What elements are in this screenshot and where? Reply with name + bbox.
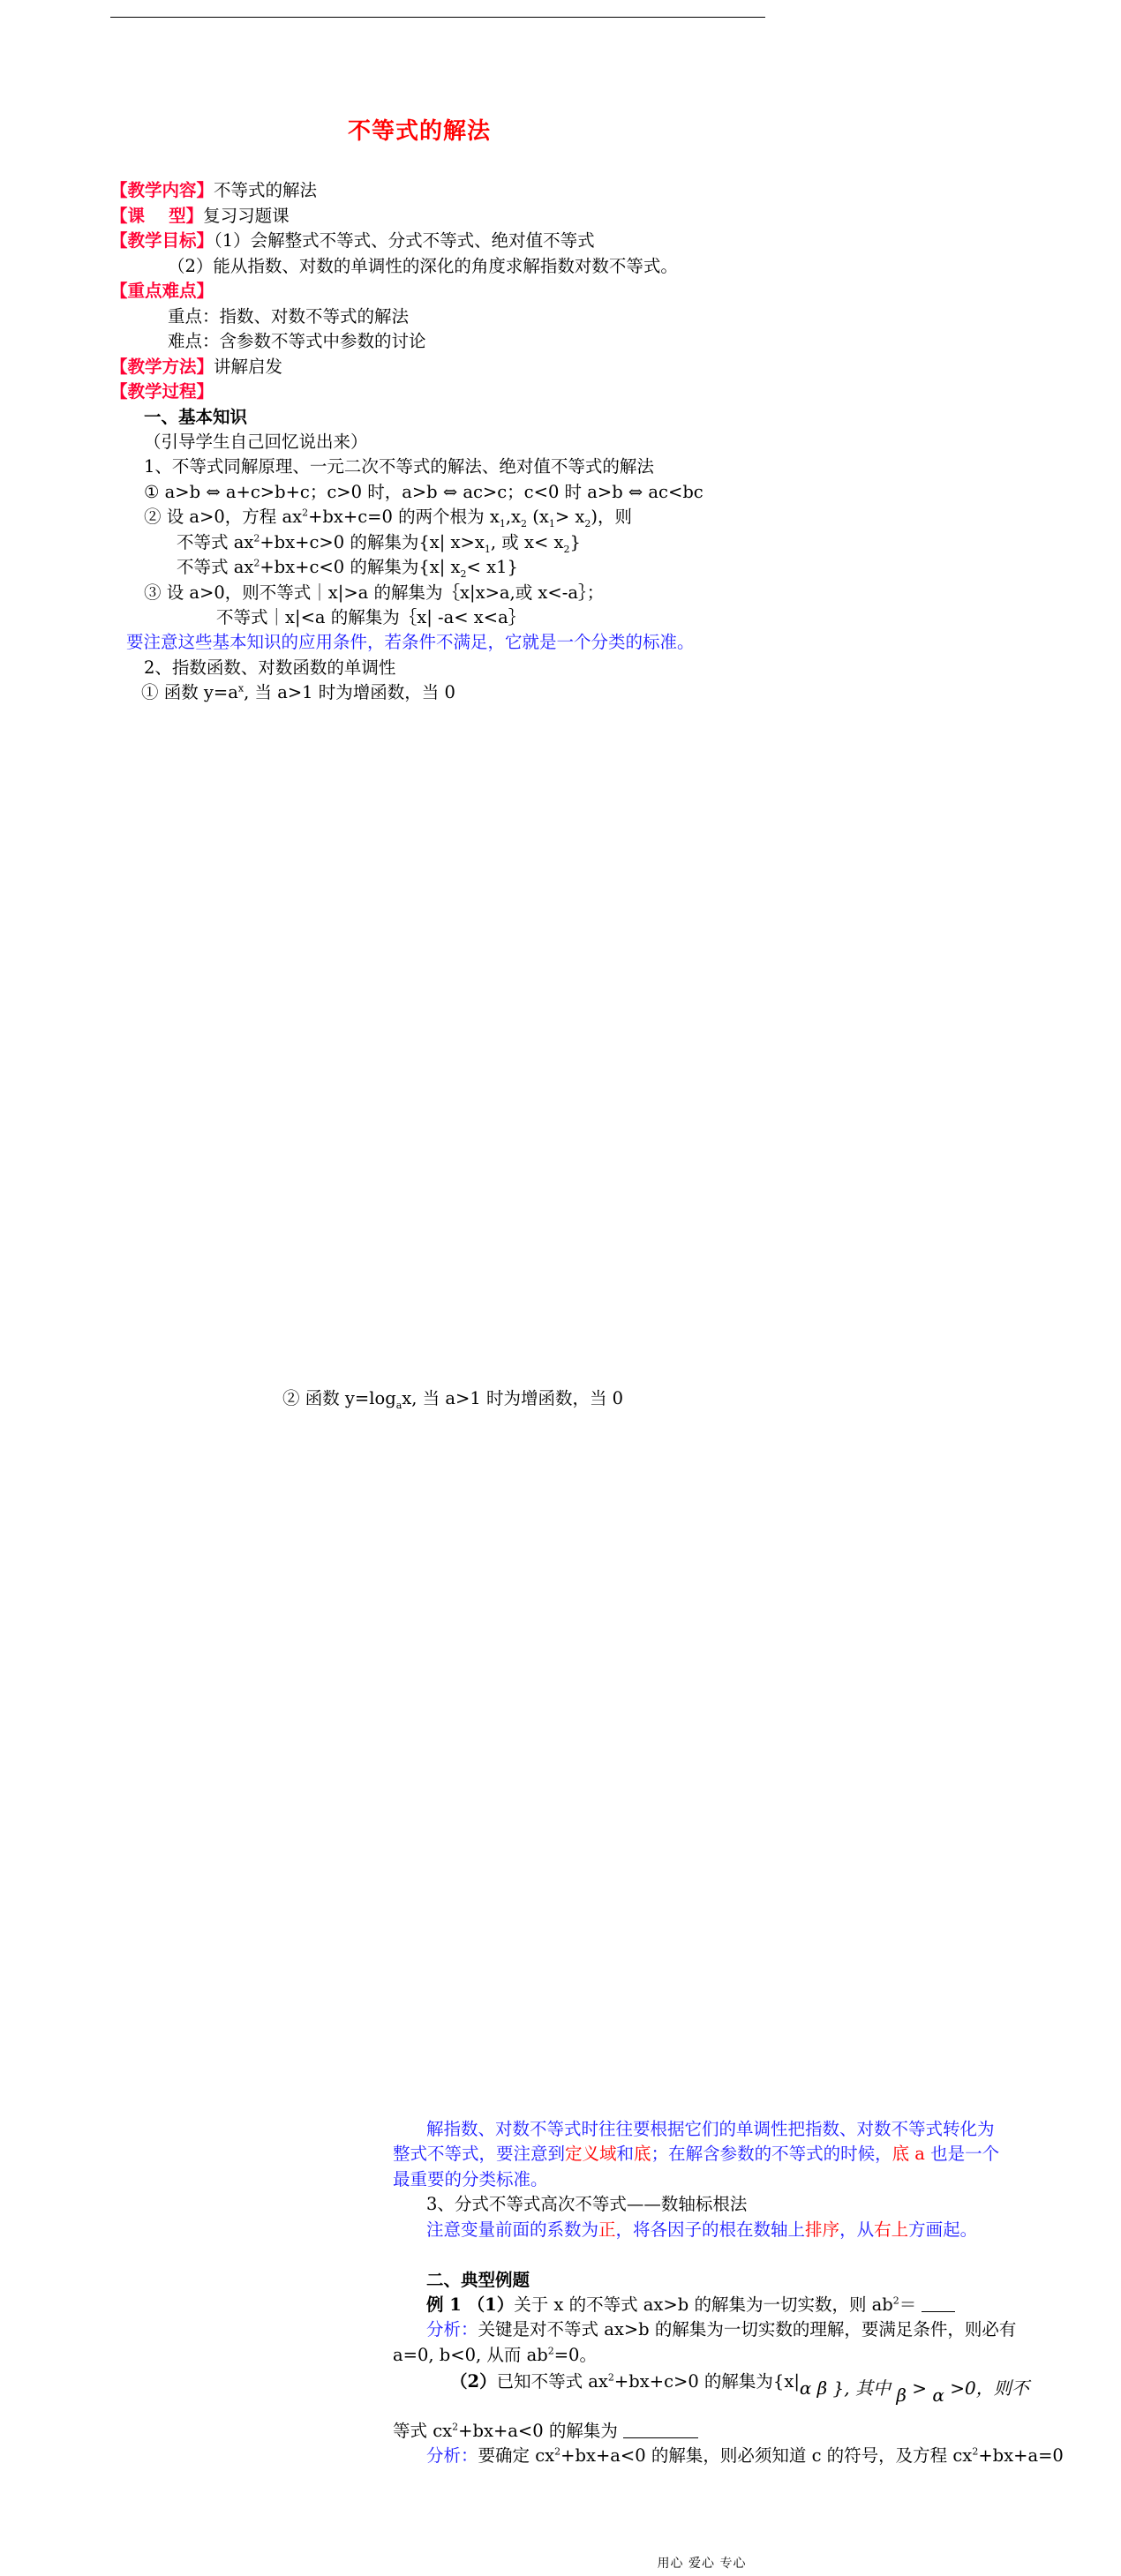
- circled-item-2: ② 设 a>0，方程 $ax^2+bx+c=0$ 的两个根为 $x_1,x_2$ $(x_1> x_2)$，则: [144, 507, 632, 529]
- item-2: 2、指数函数、对数函数的单调性: [144, 657, 396, 678]
- keypoints-label: 【重点难点】: [110, 281, 214, 301]
- note-2-line-1: 解指数、对数不等式时往往要根据它们的单调性把指数、对数不等式转化为: [426, 2119, 995, 2139]
- meta-key: 【课 型】: [110, 206, 204, 226]
- meta-value: （1）会解整式不等式、分式不等式、绝对值不等式: [214, 230, 595, 251]
- section1-intro: （引导学生自己回忆说出来）: [144, 432, 368, 452]
- example-1-part-1: 例 1 （1）关于 x 的不等式 ax>b 的解集为一切实数，则 $ab^2=$: [426, 2293, 955, 2317]
- example-1-part-2-cont: 等式 $cx^2+bx+a<0$ 的解集为: [393, 2419, 698, 2444]
- analysis-1-line-2: a=0, b<0, 从而 $ab^2=0$。: [393, 2345, 597, 2365]
- process-label: 【教学过程】: [110, 381, 214, 402]
- note-2-line-2: 整式不等式，要注意到定义域和底；在解含参数的不等式的时候，底 a 也是一个: [393, 2144, 1000, 2164]
- log-monotonic: ② 函数 $y=\log_ax$, 当 a>1 时为增函数，当 0 解指数、对数不等式时往往要根据它们的单调性把指数、对数不等式转化为 整式不等式，要注意到定义域和底；在解含参数的不等式的时候，底 a 也是一个 最重要的分类标准。 3、分式不等式高次不等式——数轴标根法 注意变量前面的系数为正，将各因子的根在数轴上排序，从右上方画起。 二、典型例题 例 1 （1）关于 x 的不等式 ax>b 的解集为一切实数，则 $ab^2=$ 分析：关键是对不等式 ax>b 的解集为一切实数的理解，要满足条件，则必有 a=0, b<0, 从而 $ab^2=0$。 （2）已知不等式 $ax^2+bx+c>0$ 的解集为{x|α β }, 其中 β > α >0，则不 等式 $cx^2+bx+a<0$ 的解集为 分析：要确定 $cx^2+bx+a<0$ 的解集，则必须知道 c 的符号，及方程 $cx^2+bx+a=0$ 用心 爱心 专心: [282, 1386, 623, 1411]
- section1-heading: 一、基本知识: [144, 407, 248, 427]
- analysis-1-line-1: 分析：关键是对不等式 ax>b 的解集为一切实数的理解，要满足条件，则必有: [426, 2319, 1017, 2339]
- difficulty-line: 难点：含参数不等式中参数的讨论: [168, 331, 426, 351]
- meta-value: 讲解启发: [214, 357, 283, 377]
- circled-item-3: ③ 设 a>0，则不等式｜x|>a 的解集为｛x|x>a,或 x<-a｝；: [144, 582, 605, 603]
- focus-line: 重点：指数、对数不等式的解法: [168, 306, 410, 327]
- meta-key: 【教学方法】: [110, 357, 214, 377]
- document-title: 不等式的解法: [347, 118, 491, 145]
- analysis-2: 分析：要确定 $cx^2+bx+a<0$ 的解集，则必须知道 c 的符号，及方程 $cx^2+bx+a=0$: [426, 2445, 1064, 2466]
- exp-monotonic: ① 函数 $y=a^x$, 当 a>1 时为增函数，当 0 ② 函数 $y=\log_ax$, 当 a>1 时为增函数，当 0 解指数、对数不等式时往往要根据它们的单调性把指数、对数不等式转化为 整式不等式，要注意到定义域和底；在解含参数的不等式的时候，底 a 也是一个 最重要的分类标准。 3、分式不等式高次不等式——数轴标根法 注意变量前面的系数为正，将各因子的根在数轴上排序，从右上方画起。 二、典型例题 例 1 （1）关于 x 的不等式 ax>b 的解集为一切实数，则 $ab^2=$ 分析：关键是对不等式 ax>b 的解集为一切实数的理解，要满足条件，则必有 a=0, b<0, 从而 $ab^2=0$。 （2）已知不等式 $ax^2+bx+c>0$ 的解集为{x|α β }, 其中 β > α >0，则不 等式 $cx^2+bx+a<0$ 的解集为 分析：要确定 $cx^2+bx+a<0$ 的解集，则必须知道 c 的符号，及方程 $cx^2+bx+a=0$ 用心 爱心 专心: [141, 680, 455, 705]
- meta-line-type: [110, 204, 290, 229]
- meta-key: 【教学内容】: [110, 180, 214, 200]
- goal-2: （2）能从指数、对数的单调性的深化的角度求解指数对数不等式。: [168, 256, 678, 276]
- note-1: 要注意这些基本知识的应用条件，若条件不满足，它就是一个分类的标准。: [126, 632, 695, 652]
- circled-item-1: ① a>b ⇔ a+c>b+c；c>0 时，a>b ⇔ ac>c；c<0 时 a>b ⇔ ac<bc: [144, 482, 703, 502]
- solution-set-lt: 不等式 $ax^2+bx+c<0$ 的解集为{x| $x_2< x1$}: [177, 557, 518, 580]
- meta-value: 不等式的解法: [214, 180, 318, 200]
- header-rule: [110, 17, 765, 18]
- meta-value: 复习习题课: [203, 206, 290, 226]
- item-1: 1、不等式同解原理、一元二次不等式的解法、绝对值不等式的解法: [144, 456, 654, 477]
- meta-line-method: [110, 355, 282, 379]
- section2-heading: 二、典型例题: [426, 2270, 530, 2290]
- meta-key: 【教学目标】: [110, 230, 214, 251]
- solution-set-gt: 不等式 $ax^2+bx+c>0$ 的解集为{x| $x>x_1$, 或 $x< x_2$}: [177, 532, 581, 555]
- note-3: 注意变量前面的系数为正，将各因子的根在数轴上排序，从右上方画起。: [426, 2219, 978, 2240]
- example-1-part-2: （2）已知不等式 $ax^2+bx+c>0$ 的解集为{x|α β }, 其中 β > α >0，则不: [450, 2371, 1029, 2406]
- note-2-line-3: 最重要的分类标准。: [393, 2169, 548, 2189]
- meta-line-content: [110, 178, 317, 203]
- page-footer: 用心 爱心 专心: [657, 2557, 747, 2571]
- item-3: 3、分式不等式高次不等式——数轴标根法: [426, 2194, 748, 2214]
- meta-line-goal: [110, 229, 595, 253]
- abs-lt-line: 不等式｜x|<a 的解集为｛x| -a< x<a｝: [216, 607, 526, 627]
